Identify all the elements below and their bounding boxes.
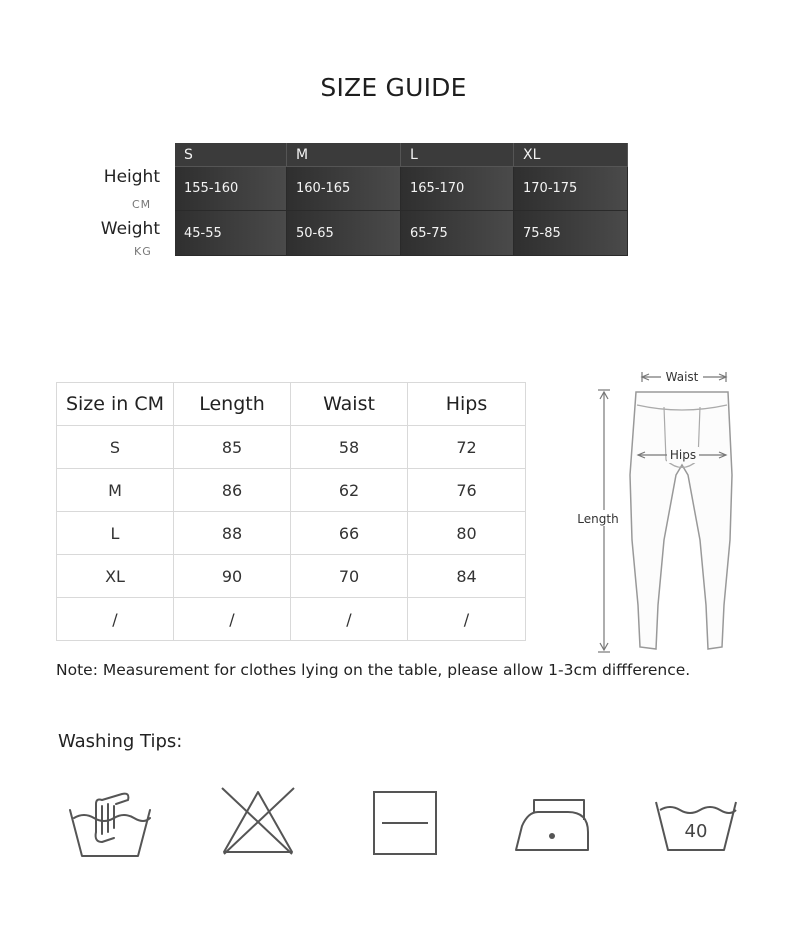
weight-unit: KG: [134, 245, 152, 258]
column-header: Hips: [408, 383, 526, 426]
table-cell: S: [57, 426, 174, 469]
table-cell: 76: [408, 469, 526, 512]
table-cell: 86: [174, 469, 291, 512]
weight-label: Weight: [100, 219, 160, 239]
table-cell: 70: [291, 555, 408, 598]
height-value: 170-175: [514, 167, 628, 211]
column-header: Size in CM: [57, 383, 174, 426]
column-header: Waist: [291, 383, 408, 426]
hand-wash-icon: [66, 782, 154, 860]
height-value: 155-160: [175, 167, 287, 211]
table-cell: /: [57, 598, 174, 641]
table-row: [57, 555, 526, 598]
table-cell: 58: [291, 426, 408, 469]
table-cell: 90: [174, 555, 291, 598]
do-not-bleach-icon: [214, 782, 302, 860]
table-cell: /: [408, 598, 526, 641]
page-title: SIZE GUIDE: [320, 73, 467, 102]
size-header: L: [401, 143, 514, 167]
table-cell: /: [174, 598, 291, 641]
height-unit: CM: [132, 198, 152, 211]
column-header: Length: [174, 383, 291, 426]
table-row: [57, 469, 526, 512]
weight-value: 65-75: [401, 211, 514, 256]
leggings-diagram: [560, 365, 760, 660]
size-header: XL: [514, 143, 628, 167]
table-cell: /: [291, 598, 408, 641]
table-cell: 80: [408, 512, 526, 555]
size-chart: [175, 143, 628, 256]
hips-label: Hips: [669, 448, 697, 462]
weight-value: 45-55: [175, 211, 287, 256]
length-label: Length: [577, 512, 619, 526]
table-cell: 84: [408, 555, 526, 598]
table-header-row: [57, 383, 526, 426]
iron-low-heat-icon: [508, 782, 596, 860]
washing-tips-title: Washing Tips:: [58, 731, 183, 752]
weight-value: 75-85: [514, 211, 628, 256]
size-header: S: [175, 143, 287, 167]
waist-label: Waist: [665, 370, 699, 384]
weight-value: 50-65: [287, 211, 401, 256]
size-header: M: [287, 143, 401, 167]
height-label: Height: [103, 167, 160, 187]
table-cell: XL: [57, 555, 174, 598]
table-cell: 62: [291, 469, 408, 512]
table-cell: 72: [408, 426, 526, 469]
table-row: [57, 512, 526, 555]
height-value: 165-170: [401, 167, 514, 211]
height-value: 160-165: [287, 167, 401, 211]
table-row: [57, 598, 526, 641]
table-cell: 66: [291, 512, 408, 555]
machine-wash-40-icon: [652, 782, 740, 860]
wash-temperature: 40: [684, 821, 708, 842]
table-cell: 85: [174, 426, 291, 469]
dry-flat-icon: [362, 782, 450, 860]
table-cell: M: [57, 469, 174, 512]
table-cell: 88: [174, 512, 291, 555]
measurement-table: [56, 382, 526, 641]
table-cell: L: [57, 512, 174, 555]
measurement-note: Note: Measurement for clothes lying on the table, please allow 1-3cm diffference.: [56, 661, 691, 679]
table-row: [57, 426, 526, 469]
